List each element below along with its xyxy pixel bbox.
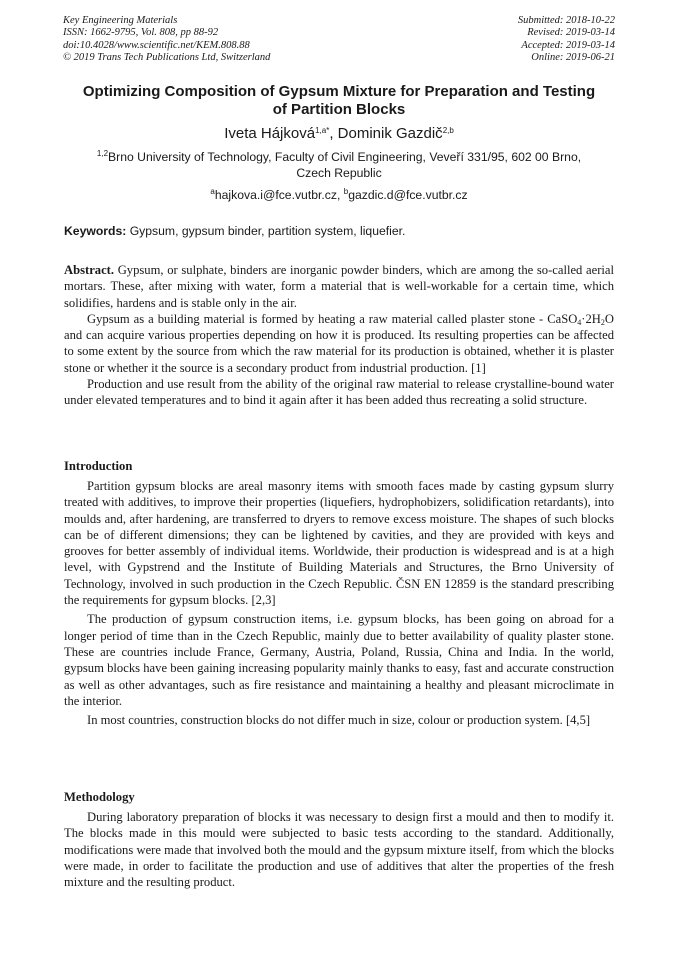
title-line-2: of Partition Blocks	[272, 101, 406, 118]
date-online: Online: 2019-06-21	[531, 51, 615, 63]
affiliation-mark: 1,2	[96, 149, 109, 158]
journal-info	[63, 15, 270, 64]
introduction-paragraph-1: Partition gypsum blocks are areal masonry items with smooth faces made by casting gypsum slurry treated with additives, to improve their properties (liquefiers, hydrophobizers, solidification retardants), into moulds and, after hardening, are transferred to dryers to remove excess moisture. The shapes of such blocks can be of different dimensions; they can be lightened by cavities, and they are provided with keys and grooves for better assembly of individual items. Worldwide, their production is widespread and is at a high level, with Gypstrend and the Institute of Building Materials and Structures, the Brno University of Technology, involved in such production in the Czech Republic. ČSN EN 12859 is the standard prescribing the requirements for gypsum blocks. [2,3]	[64, 479, 614, 608]
abstract-paragraph-3: Production and use result from the ability of the original raw material to release crystalline-bound water under elevated temperatures and to bind it again after it has been added thus recreating a solid structure.	[64, 377, 614, 408]
email-b[interactable]: gazdic.d@fce.vutbr.cz	[348, 188, 468, 202]
formula-subscript-4: 4	[577, 317, 582, 327]
introduction-heading: Introduction	[64, 459, 133, 473]
journal-doi[interactable]: doi:10.4028/www.scientific.net/KEM.808.88	[63, 39, 250, 51]
submission-dates	[518, 15, 615, 64]
keywords-label: Keywords:	[64, 224, 127, 238]
methodology-heading: Methodology	[64, 790, 135, 804]
abstract-paragraph-1	[64, 262, 614, 311]
email-b-mark: b	[343, 187, 349, 196]
author-1: Iveta Hájková	[224, 125, 316, 142]
author-emails	[50, 187, 628, 203]
author-2-affiliation-mark: 2,b	[442, 126, 454, 135]
keywords	[64, 223, 616, 239]
abstract-text-1: Gypsum, or sulphate, binders are inorganic powder binders, which are among the so-called aerial mortars. These, after mixing with water, form a material that is well-workable for a certain time, which solidifies, hardens and is stable only in the air.	[64, 263, 614, 310]
affiliation	[60, 149, 618, 181]
keywords-text: Gypsum, gypsum binder, partition system, liquefier.	[126, 224, 406, 238]
abstract-text-2a: Gypsum as a building material is formed by heating a raw material called plaster stone - CaSO	[87, 311, 578, 326]
abstract-text-2b: ·2H	[581, 311, 601, 326]
date-revised: Revised: 2019-03-14	[527, 27, 615, 39]
date-submitted: Submitted: 2018-10-22	[517, 15, 615, 26]
title-line-1: Optimizing Composition of Gypsum Mixture for Preparation and Testing	[82, 83, 596, 100]
author-1-affiliation-mark: 1,a*	[315, 126, 330, 135]
introduction-paragraph-3: In most countries, construction blocks do not differ much in size, colour or production system. [4,5]	[87, 713, 591, 728]
journal-copyright: © 2019 Trans Tech Publications Ltd, Switzerland	[63, 51, 271, 63]
methodology-section	[64, 809, 614, 890]
abstract-section	[64, 262, 614, 409]
affiliation-line-2: Czech Republic	[296, 166, 382, 180]
abstract-label: Abstract.	[64, 263, 115, 277]
introduction-paragraph-2: The production of gypsum construction items, i.e. gypsum blocks, has been going on abroad for a longer period of time than in the Czech Republic, mainly due to better availability of quality plaster stone. These are countries include France, Germany, Austria, Poland, Russia, China and India. In the world, gypsum blocks have been gaining increasing popularity mainly thanks to easy, fast and accurate construction as well as other advantages, such as fire resistance and maintaining a healthy and pleasant microclimate in the interior.	[64, 612, 614, 708]
email-a[interactable]: hajkova.i@fce.vutbr.cz,	[214, 188, 344, 202]
journal-issn: ISSN: 1662-9795, Vol. 808, pp 88-92	[63, 27, 219, 39]
author-2: Dominik Gazdič	[337, 125, 443, 142]
author-list	[50, 125, 628, 143]
date-accepted: Accepted: 2019-03-14	[521, 39, 615, 51]
abstract-text-2c: O and can acquire various properties depending on how it is produced. Its resulting properties can be affected to some extent by the source from which the raw material for its production is obtained, whether it is plaster stone or whether it the source is a secondary product from industrial production. [1]	[64, 311, 614, 375]
journal-name: Key Engineering Materials	[63, 15, 178, 26]
formula-subscript-2: 2	[600, 317, 605, 327]
email-a-mark: a	[210, 187, 215, 196]
abstract-paragraph-2	[64, 311, 614, 376]
author-separator: ,	[329, 125, 338, 142]
paper-title	[50, 83, 628, 119]
introduction-section	[64, 478, 614, 728]
affiliation-line-1: Brno University of Technology, Faculty of Civil Engineering, Veveří 331/95, 602 00 Brno,	[108, 150, 582, 164]
methodology-paragraph-1: During laboratory preparation of blocks it was necessary to design first a mould and then to modify it. The blocks made in this mould were subjected to basic tests according to the standard. Additionally, modifications were made that involved both the mould and the gypsum mixture itself, from which the blocks were made, in order to facilitate the production and use of additives that alter the properties of the fresh mixture and the resulting product.	[64, 810, 614, 890]
